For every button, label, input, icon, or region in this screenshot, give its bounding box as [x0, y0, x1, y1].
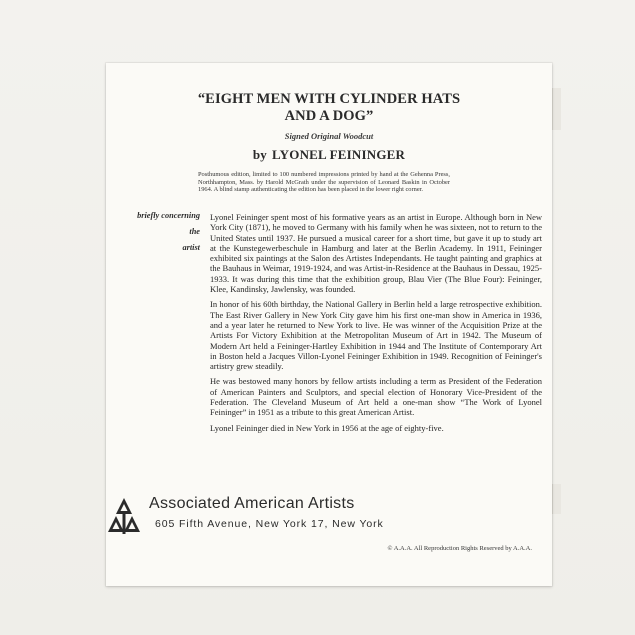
- paper-edge-upper: [552, 88, 561, 130]
- info-card: [106, 63, 552, 586]
- aaa-logo-icon: [106, 495, 142, 537]
- bio-paragraph-3: He was bestowed many honors by fellow artists including a term as President of the Federation of American Painters and Sculptors, and special election of Honorary Vice-President of the Federation. The Cleveland Museum of Art held a one-man show “The Work of Lyonel Feininger” in 1951 as a tribute to this great American Artist.: [210, 376, 542, 418]
- artist-credit: [106, 147, 552, 163]
- publisher-name: Associated American Artists: [149, 495, 355, 512]
- bio-paragraph-1: Lyonel Feininger spent most of his formative years as an artist in Europe. Although born in New York City (1871), he moved to Germany with his family when he was sixteen, not to return to the United States until 1937. He pursued a musical career for a short time, but gave it up to study art at the Kunstegewerbeschule in Hamburg and later at the Berlin Academy. In 1911, Feininger exhibited six paintings at the Salon des Artistes Independants. He taught painting and graphics at the Bauhaus in Weimar, 1919-1924, and was Artist-in-Residence at the Bauhaus in Dessau, 1925-1933. It was during this time that the exhibition group, Blau Vier (The Blue Four): Feininger, Klee, Kandinsky, Jawlensky, was founded.: [210, 212, 542, 295]
- edition-note: Posthumous edition, limited to 100 numbered impressions printed by hand at the Gehenna Press, Northhampton, Mass. by Harold McGrath under the supervision of Leonard Baskin in October 1964. A blind stamp authenticating the edition has been placed in the lower right corner.: [198, 171, 450, 194]
- title-line-2: AND A DOG”: [284, 108, 374, 124]
- title-line-1: “EIGHT MEN WITH CYLINDER HATS: [197, 91, 461, 107]
- side-label-briefly: briefly concerning: [137, 211, 200, 220]
- paper-edge-lower: [552, 484, 561, 514]
- artist-name: LYONEL FEININGER: [272, 147, 406, 162]
- publisher-address: 605 Fifth Avenue, New York 17, New York: [155, 518, 384, 530]
- artwork-subtitle: Signed Original Woodcut: [284, 131, 374, 141]
- side-label-the: the: [189, 227, 200, 236]
- bio-paragraph-4: Lyonel Feininger died in New York in 1956 at the age of eighty-five.: [210, 422, 444, 433]
- bio-paragraph-2: In honor of his 60th birthday, the National Gallery in Berlin held a large retrospective exhibition. The East River Gallery in New York City gave him his first one-man show in America in 1936, and a year later he returned to New York to live. He was winner of the Acquisition Prize at the Artists For Victory Exhibition at the Metropolitan Museum of Art in 1942. The Museum of Modern Art held a Feininger-Hartley Exhibition in 1944 and The Institute of Contemporary Art in Boston held a Jacques Villon-Lyonel Feininger Exhibition in 1949. Recognition of Feininger's artistry grew steadily.: [210, 299, 542, 372]
- biography: [210, 212, 542, 438]
- artist-prefix: by: [252, 147, 267, 162]
- side-label-artist: artist: [182, 243, 200, 252]
- copyright-notice: © A.A.A. All Reproduction Rights Reserved by A.A.A.: [387, 545, 532, 552]
- artwork-title: [106, 91, 552, 125]
